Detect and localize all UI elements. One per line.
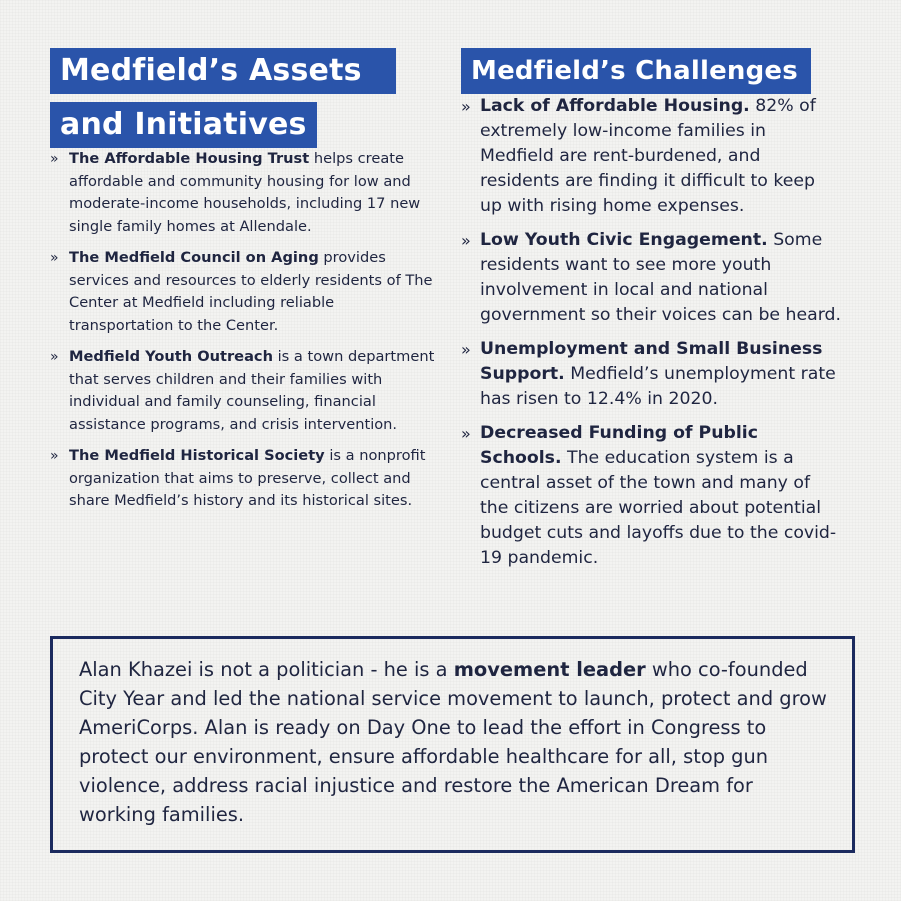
assets-heading bbox=[50, 48, 440, 148]
bullet-marker: » bbox=[50, 250, 59, 266]
bullet-marker: » bbox=[50, 448, 59, 464]
callout-emphasis: movement leader bbox=[453, 658, 646, 681]
bullet-marker: » bbox=[461, 424, 471, 443]
item-title: Unemployment and Small Business Support. bbox=[480, 339, 823, 384]
item-text: Medfield’s unemployment rate has risen to 12.4% in 2020. bbox=[480, 364, 836, 409]
callout-text-before: Alan Khazei is not a politician - he is a bbox=[79, 658, 454, 681]
list-item bbox=[50, 445, 440, 513]
assets-heading-line2: and Initiatives bbox=[50, 102, 317, 148]
item-text: 82% of extremely low-income families in Medfield are rent-burdened, and residents are finding it difficult to keep up with rising home expenses. bbox=[480, 96, 816, 216]
item-title: Low Youth Civic Engagement. bbox=[480, 230, 768, 250]
item-title: Lack of Affordable Housing. bbox=[480, 96, 750, 116]
item-title: The Medfield Council on Aging bbox=[69, 249, 319, 266]
list-item bbox=[50, 247, 440, 337]
challenges-list bbox=[461, 94, 841, 571]
item-title: The Affordable Housing Trust bbox=[69, 150, 310, 167]
list-item bbox=[461, 94, 841, 219]
challenges-column bbox=[461, 48, 841, 580]
callout-text-after: who co-founded City Year and led the national service movement to launch, protect and grow AmeriCorps. Alan is ready on Day One to lead the effort in Congress to protect our environment, ensure affordable healthcare for all, stop gun violence, address racial injustice and restore the American Dream for working families. bbox=[79, 658, 827, 826]
assets-list bbox=[50, 148, 440, 513]
item-text: Some residents want to see more youth involvement in local and national government so their voices can be heard. bbox=[480, 230, 841, 325]
item-text: is a town department that serves children and their families with individual and family counseling, financial assistance programs, and crisis intervention. bbox=[69, 348, 435, 433]
list-item bbox=[461, 421, 841, 571]
item-text: The education system is a central asset of the town and many of the citizens are worried about potential budget cuts and layoffs due to the covid-19 pandemic. bbox=[480, 448, 837, 568]
item-text: helps create affordable and community housing for low and moderate-income households, including 17 new single family homes at Allendale. bbox=[69, 150, 421, 235]
candidate-callout-box bbox=[50, 636, 855, 853]
assets-heading-line1: Medfield’s Assets bbox=[50, 48, 396, 94]
assets-column bbox=[50, 48, 440, 522]
bullet-marker: » bbox=[461, 231, 471, 250]
item-title: Decreased Funding of Public Schools. bbox=[480, 423, 758, 468]
item-title: Medfield Youth Outreach bbox=[69, 348, 273, 365]
item-title: The Medfield Historical Society bbox=[69, 447, 325, 464]
bullet-marker: » bbox=[50, 151, 59, 167]
list-item bbox=[50, 346, 440, 436]
list-item bbox=[50, 148, 440, 238]
list-item bbox=[461, 228, 841, 328]
challenges-heading: Medfield’s Challenges bbox=[461, 48, 811, 94]
bullet-marker: » bbox=[461, 340, 471, 359]
item-text: is a nonprofit organization that aims to preserve, collect and share Medfield’s history and its historical sites. bbox=[69, 447, 426, 509]
bullet-marker: » bbox=[461, 97, 471, 116]
bullet-marker: » bbox=[50, 349, 59, 365]
item-text: provides services and resources to elderly residents of The Center at Medfield including reliable transportation to the Center. bbox=[69, 249, 433, 334]
list-item bbox=[461, 337, 841, 412]
